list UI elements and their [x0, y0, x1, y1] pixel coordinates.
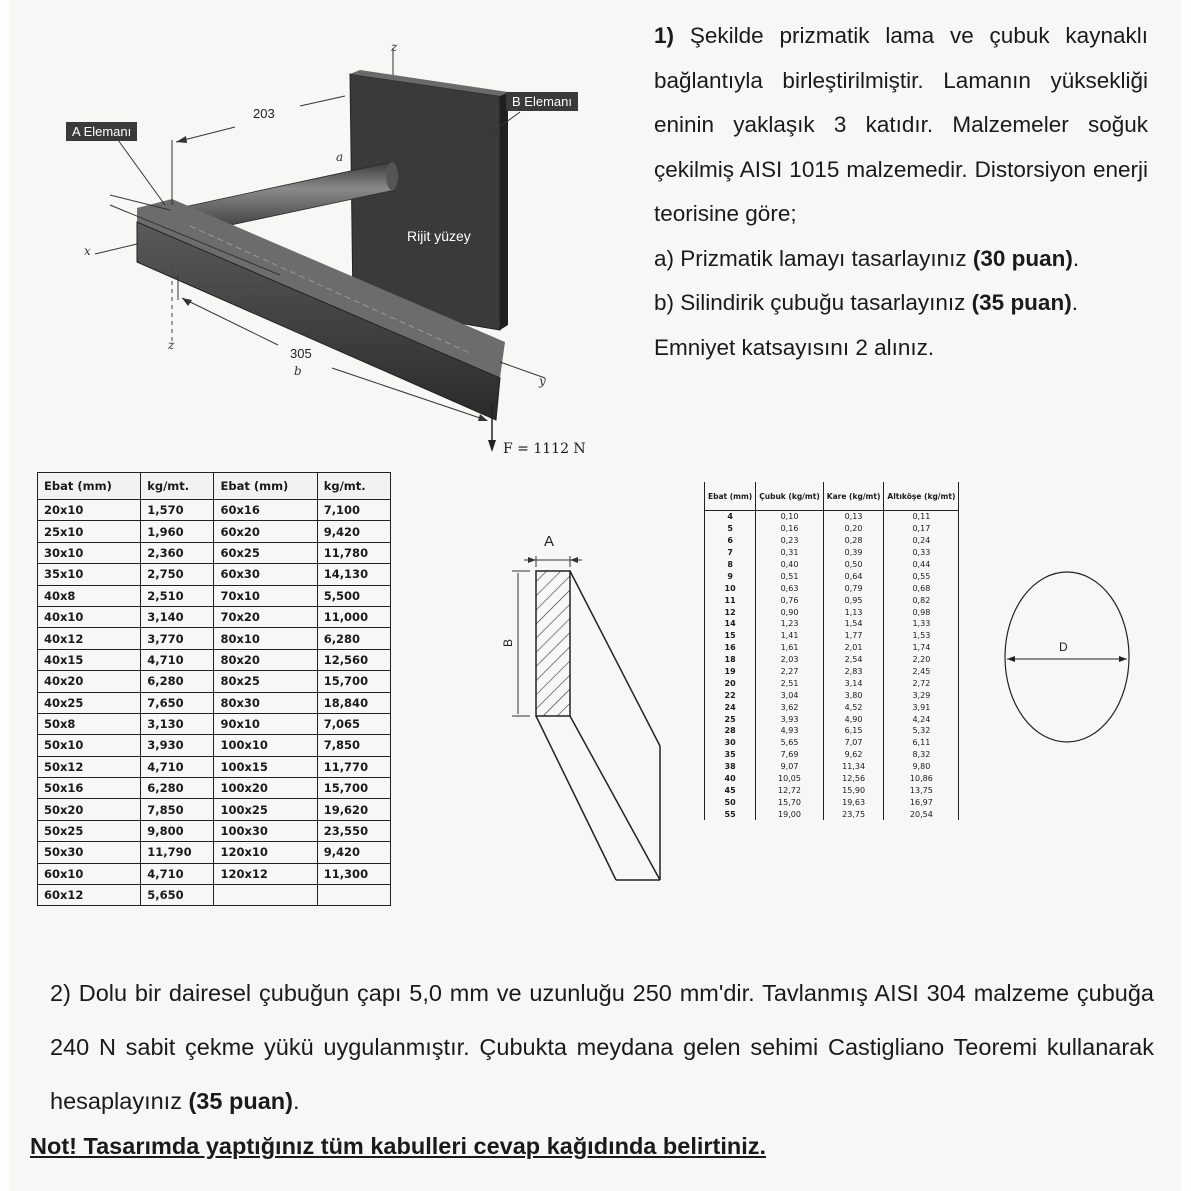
table-cell: 2,510	[141, 585, 214, 606]
table-cell: 20x10	[38, 500, 141, 521]
part-a-points: (30 puan)	[972, 245, 1073, 271]
table-cell: 4,710	[141, 863, 214, 884]
table-cell: 0,44	[884, 559, 959, 571]
table-cell: 8,32	[884, 749, 959, 761]
table-cell: 23,550	[317, 820, 390, 841]
table-cell: 11,790	[141, 842, 214, 863]
table-cell: 0,10	[756, 511, 824, 523]
table-cell: 2,45	[884, 666, 959, 678]
table-cell: 1,33	[884, 618, 959, 630]
table-cell: 3,80	[823, 689, 884, 701]
question-1-intro: 1) Şekilde prizmatik lama ve çubuk kaynaklı bağlantıyla birleştirilmiştir. Lamanın yüksekliği eninin yaklaşık 3 katıdır. Malzemeler soğuk çekilmiş AISI 1015 malzemedir. Distorsiyon enerji teorisine göre;	[654, 23, 1148, 226]
header-size: Ebat (mm)	[705, 482, 756, 511]
table-cell: 50x10	[38, 735, 141, 756]
table-cell: 9,62	[823, 749, 884, 761]
table-cell: 50x12	[38, 756, 141, 777]
table-cell: 0,40	[756, 559, 824, 571]
table-cell: 0,98	[884, 606, 959, 618]
table-cell: 60x10	[38, 863, 141, 884]
z-axis-top-label: z	[391, 40, 398, 54]
table-cell: 1,570	[141, 500, 214, 521]
table-cell: 35	[705, 749, 756, 761]
table-cell: 3,29	[884, 689, 959, 701]
table-cell: 30	[705, 737, 756, 749]
table-cell: 9,420	[317, 842, 390, 863]
table-cell: 7,07	[823, 737, 884, 749]
dimension-305: 305	[290, 346, 312, 361]
table-cell: 6	[705, 535, 756, 547]
table-cell: 15,90	[823, 784, 884, 796]
table-cell: 25x10	[38, 521, 141, 542]
table-cell: 9,800	[141, 820, 214, 841]
table-cell: 100x25	[214, 799, 317, 820]
table-cell: 0,28	[823, 535, 884, 547]
table-cell: 1,77	[823, 630, 884, 642]
table-cell: 3,91	[884, 701, 959, 713]
point-b-label: b	[294, 364, 302, 378]
table-cell: 7	[705, 547, 756, 559]
header-weight-1: kg/mt.	[141, 473, 214, 500]
table-cell: 80x30	[214, 692, 317, 713]
table-cell: 8	[705, 559, 756, 571]
table-cell: 4,24	[884, 713, 959, 725]
element-a-label: A Elemanı	[66, 122, 137, 141]
table-cell: 100x20	[214, 778, 317, 799]
table-cell: 0,39	[823, 547, 884, 559]
table-cell: 60x25	[214, 542, 317, 563]
question-2-points: (35 puan)	[188, 1088, 293, 1114]
question-1-number: 1)	[654, 23, 675, 48]
section-label-b: B	[501, 638, 516, 648]
table-cell: 40	[705, 773, 756, 785]
table-cell: 19	[705, 666, 756, 678]
table-cell: 2,27	[756, 666, 824, 678]
table-cell: 2,20	[884, 654, 959, 666]
table-cell: 0,13	[823, 511, 884, 523]
table-cell: 9,80	[884, 761, 959, 773]
table-cell: 19,00	[756, 808, 824, 820]
table-cell: 7,065	[317, 713, 390, 734]
header-hexagon: Altıköşe (kg/mt)	[884, 482, 959, 511]
question-1-safety: Emniyet katsayısını 2 alınız.	[654, 334, 935, 360]
table-cell: 4,90	[823, 713, 884, 725]
table-cell: 4,52	[823, 701, 884, 713]
table-cell: 50x30	[38, 842, 141, 863]
table-cell: 60x12	[38, 885, 141, 906]
table-cell: 19,63	[823, 796, 884, 808]
table-cell: 10	[705, 582, 756, 594]
table-cell: 6,280	[141, 671, 214, 692]
table-cell: 0,68	[884, 582, 959, 594]
table-cell: 6,11	[884, 737, 959, 749]
table-cell: 55	[705, 808, 756, 820]
x-axis-label: x	[84, 244, 91, 258]
table-cell: 16,97	[884, 796, 959, 808]
table-cell: 40x25	[38, 692, 141, 713]
table-cell: 15,700	[317, 671, 390, 692]
table-cell: 6,280	[317, 628, 390, 649]
table-cell: 0,31	[756, 547, 824, 559]
table-cell: 12	[705, 606, 756, 618]
question-2-text: 2) Dolu bir dairesel çubuğun çapı 5,0 mm ve uzunluğu 250 mm'dir. Tavlanmış AISI 304 malzeme çubuğa 240 N sabit çekme yükü uygulanmıştır. Çubukta meydana gelen sehimi Castigliano Teoremi kullanarak hesaplayınız	[50, 980, 1154, 1114]
table-cell: 1,13	[823, 606, 884, 618]
table-cell: 14,130	[317, 564, 390, 585]
table-cell: 90x10	[214, 713, 317, 734]
table-cell: 2,72	[884, 677, 959, 689]
point-a-label: a	[336, 150, 344, 164]
table-cell: 0,82	[884, 594, 959, 606]
table-cell: 1,960	[141, 521, 214, 542]
table-cell: 1,23	[756, 618, 824, 630]
table-cell: 60x16	[214, 500, 317, 521]
table-cell: 0,33	[884, 547, 959, 559]
table-cell: 6,280	[141, 778, 214, 799]
table-cell: 3,130	[141, 713, 214, 734]
table-cell: 7,69	[756, 749, 824, 761]
table-cell: 1,54	[823, 618, 884, 630]
table-cell: 3,04	[756, 689, 824, 701]
table-cell: 120x10	[214, 842, 317, 863]
table-cell: 35x10	[38, 564, 141, 585]
table-cell: 2,750	[141, 564, 214, 585]
table-cell: 11,34	[823, 761, 884, 773]
table-cell: 10,05	[756, 773, 824, 785]
table-cell: 1,41	[756, 630, 824, 642]
table-cell: 0,50	[823, 559, 884, 571]
table-cell: 45	[705, 784, 756, 796]
table-cell: 4	[705, 511, 756, 523]
table-cell: 12,56	[823, 773, 884, 785]
table-cell: 20	[705, 677, 756, 689]
table-cell: 100x10	[214, 735, 317, 756]
table-cell: 7,650	[141, 692, 214, 713]
table-cell: 3,930	[141, 735, 214, 756]
table-cell: 70x20	[214, 606, 317, 627]
table-cell: 23,75	[823, 808, 884, 820]
table-cell: 1,61	[756, 642, 824, 654]
table-cell: 9	[705, 570, 756, 582]
y-axis-label: y	[539, 374, 546, 388]
table-cell: 12,72	[756, 784, 824, 796]
table-cell: 9,07	[756, 761, 824, 773]
table-cell: 11	[705, 594, 756, 606]
table-cell: 38	[705, 761, 756, 773]
diameter-label: D	[1059, 640, 1068, 654]
table-cell: 0,76	[756, 594, 824, 606]
table-cell: 0,24	[884, 535, 959, 547]
table-cell: 50x20	[38, 799, 141, 820]
part-b-points: (35 puan)	[971, 290, 1072, 315]
table-cell: 40x20	[38, 671, 141, 692]
table-cell: 7,850	[317, 735, 390, 756]
table-cell: 0,16	[756, 523, 824, 535]
table-cell: 4,710	[141, 649, 214, 670]
table-cell: 4,93	[756, 725, 824, 737]
table-cell: 40x8	[38, 585, 141, 606]
table-cell: 13,75	[884, 784, 959, 796]
z-axis-bottom-label: z	[168, 338, 175, 352]
table-cell: 6,15	[823, 725, 884, 737]
table-cell: 1,74	[884, 642, 959, 654]
table-cell: 0,51	[756, 570, 824, 582]
table-cell: 16	[705, 642, 756, 654]
force-label: F = 1112 N	[503, 441, 586, 457]
table-cell: 100x30	[214, 820, 317, 841]
table-cell: 2,03	[756, 654, 824, 666]
section-label-a: A	[544, 533, 555, 550]
table-cell: 2,54	[823, 654, 884, 666]
table-cell: 0,63	[756, 582, 824, 594]
table-cell: 40x10	[38, 606, 141, 627]
table-cell: 0,95	[823, 594, 884, 606]
table-cell: 25	[705, 713, 756, 725]
header-weight-2: kg/mt.	[317, 473, 390, 500]
table-cell: 1,53	[884, 630, 959, 642]
table-cell: 11,770	[317, 756, 390, 777]
table-cell: 120x12	[214, 863, 317, 884]
table-cell: 50x16	[38, 778, 141, 799]
table-cell: 3,770	[141, 628, 214, 649]
table-cell: 0,79	[823, 582, 884, 594]
table-cell: 10,86	[884, 773, 959, 785]
table-cell: 12,560	[317, 649, 390, 670]
table-cell: 0,11	[884, 511, 959, 523]
dimension-203: 203	[253, 106, 275, 121]
table-cell: 15,700	[317, 778, 390, 799]
table-cell: 0,17	[884, 523, 959, 535]
table-cell: 100x15	[214, 756, 317, 777]
table-cell: 22	[705, 689, 756, 701]
table-cell: 0,55	[884, 570, 959, 582]
table-cell: 50x8	[38, 713, 141, 734]
answer-note: Not! Tasarımda yaptığınız tüm kabulleri cevap kağıdında belirtiniz.	[30, 1133, 767, 1159]
table-cell: 3,93	[756, 713, 824, 725]
table-cell: 11,300	[317, 863, 390, 884]
question-1-part-b: b) Silindirik çubuğu tasarlayınız (35 puan).	[654, 290, 1078, 315]
table-cell: 30x10	[38, 542, 141, 563]
table-cell: 2,83	[823, 666, 884, 678]
table-cell: 19,620	[317, 799, 390, 820]
table-cell: 2,51	[756, 677, 824, 689]
table-cell: 7,850	[141, 799, 214, 820]
table-cell: 4,710	[141, 756, 214, 777]
circle-outline	[1005, 572, 1129, 742]
table-cell: 14	[705, 618, 756, 630]
table-cell: 5,500	[317, 585, 390, 606]
table-cell: 0,20	[823, 523, 884, 535]
table-cell: 7,100	[317, 500, 390, 521]
table-cell: 3,14	[823, 677, 884, 689]
table-cell: 80x25	[214, 671, 317, 692]
table-cell: 15,70	[756, 796, 824, 808]
table-cell: 5,65	[756, 737, 824, 749]
table-cell: 70x10	[214, 585, 317, 606]
table-cell: 18,840	[317, 692, 390, 713]
header-square: Kare (kg/mt)	[823, 482, 884, 511]
table-cell: 50	[705, 796, 756, 808]
table-cell: 3,140	[141, 606, 214, 627]
table-cell: 40x12	[38, 628, 141, 649]
table-cell: 5,650	[141, 885, 214, 906]
table-cell: 20,54	[884, 808, 959, 820]
table-cell: 9,420	[317, 521, 390, 542]
table-cell: 11,780	[317, 542, 390, 563]
table-cell: 18	[705, 654, 756, 666]
table-cell: 0,64	[823, 570, 884, 582]
table-cell: 0,90	[756, 606, 824, 618]
question-2: 2) Dolu bir dairesel çubuğun çapı 5,0 mm ve uzunluğu 250 mm'dir. Tavlanmış AISI 304 malzeme çubuğa 240 N sabit çekme yükü uygulanmıştır. Çubukta meydana gelen sehimi Castigliano Teoremi kullanarak hesaplayınız (35 puan).	[50, 980, 1154, 1114]
question-1-part-a: a) Prizmatik lamayı tasarlayınız (30 puan).	[654, 245, 1080, 271]
table-cell: 80x20	[214, 649, 317, 670]
table-cell: 24	[705, 701, 756, 713]
table-cell: 60x30	[214, 564, 317, 585]
table-cell: 11,000	[317, 606, 390, 627]
table-cell: 40x15	[38, 649, 141, 670]
header-size-2: Ebat (mm)	[214, 473, 317, 500]
rigid-surface-label: Rijit yüzey	[407, 228, 471, 244]
table-cell: 50x25	[38, 820, 141, 841]
table-cell: 3,62	[756, 701, 824, 713]
table-cell: 5	[705, 523, 756, 535]
table-cell: 60x20	[214, 521, 317, 542]
element-b-label: B Elemanı	[506, 92, 578, 111]
table-cell: 80x10	[214, 628, 317, 649]
table-cell: 2,360	[141, 542, 214, 563]
header-size-1: Ebat (mm)	[38, 473, 141, 500]
table-cell: 5,32	[884, 725, 959, 737]
header-round: Çubuk (kg/mt)	[756, 482, 824, 511]
table-cell: 0,23	[756, 535, 824, 547]
table-cell: 2,01	[823, 642, 884, 654]
table-cell: 28	[705, 725, 756, 737]
table-cell: 15	[705, 630, 756, 642]
